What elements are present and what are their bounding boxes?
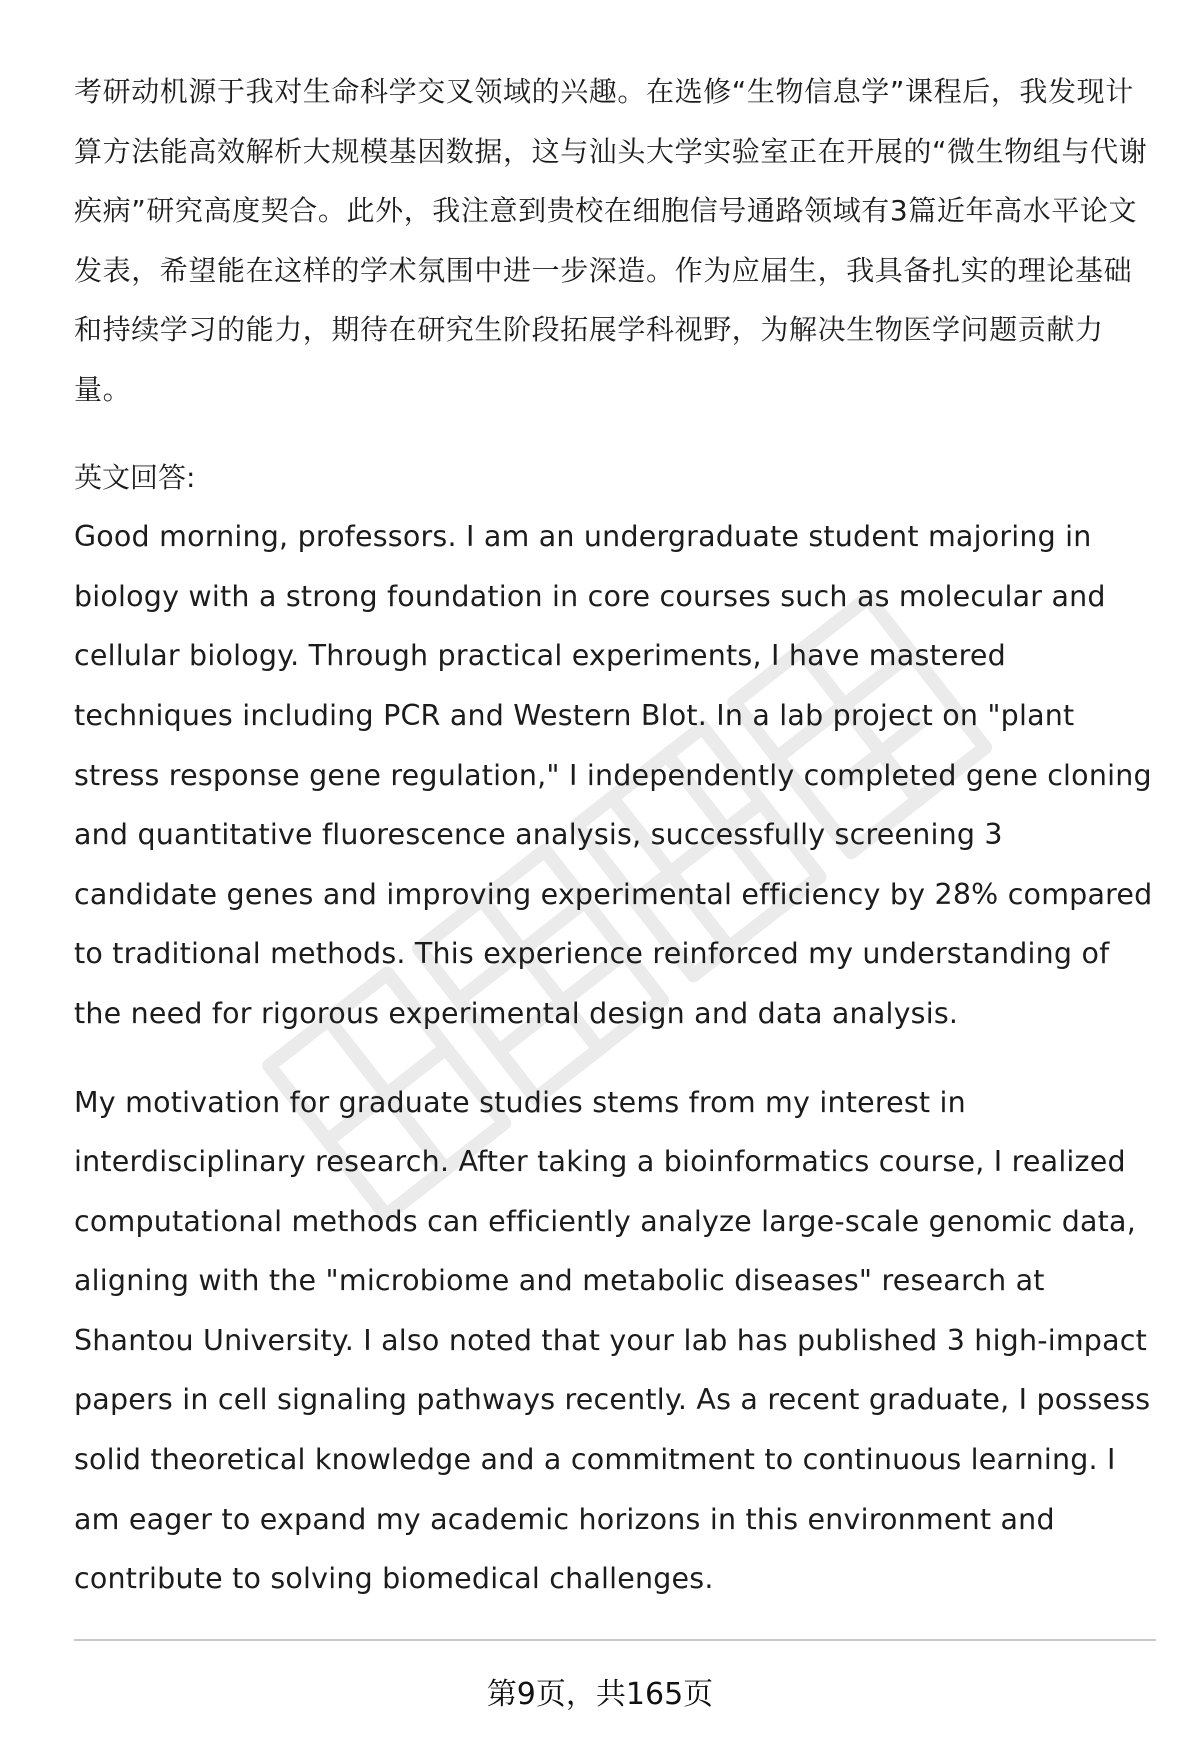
english-answer-paragraph: Good morning, professors. I am an undergraduate student majoring in biology with a strong foundation in core courses such as molecular and cellular biology. Through practical experiments, I have mastered techniques including PCR and Western Blot. In a lab project on "plant stress response gene regulation," I independently completed gene cloning and quantitative fluorescence analysis, successfully screening 3 candidate genes and improving experimental efficiency by 28% compared to traditional methods. This experience reinforced my understanding of the need for rigorous experimental design and data analysis. xyxy=(74,520,1153,1030)
english-answer-paragraph: My motivation for graduate studies stems from my interest in interdisciplinary research. After taking a bioinformatics course, I realized computational methods can efficiently analyze large-scale genomic data, aligning with the "microbiome and metabolic diseases" research at Shantou University. I also noted that your lab has published 3 high-impact papers in cell signaling pathways recently. As a recent graduate, I possess solid theoretical knowledge and a commitment to continuous learning. I am eager to expand my academic horizons in this environment and contribute to solving biomedical challenges. xyxy=(74,1085,1151,1596)
footer-divider xyxy=(74,1639,1156,1641)
document-page xyxy=(74,62,1154,1609)
english-answer-label: 英文回答: xyxy=(74,460,196,494)
page-number: 第9页，共165页 xyxy=(486,1677,714,1712)
chinese-answer-paragraph: 考研动机源于我对生命科学交叉领域的兴趣。在选修“生物信息学”课程后，我发现计算方法能高效解析大规模基因数据，这与汕头大学实验室正在开展的“微生物组与代谢疾病”研究高度契合。此外，我注意到贵校在细胞信号通路领域有3篇近年高水平论文发表，希望能在这样的学术氛围中进一步深造。作为应届生，我具备扎实的理论基础和持续学习的能力，期待在研究生阶段拓展学科视野，为解决生物医学问题贡献力量。 xyxy=(74,75,1148,406)
